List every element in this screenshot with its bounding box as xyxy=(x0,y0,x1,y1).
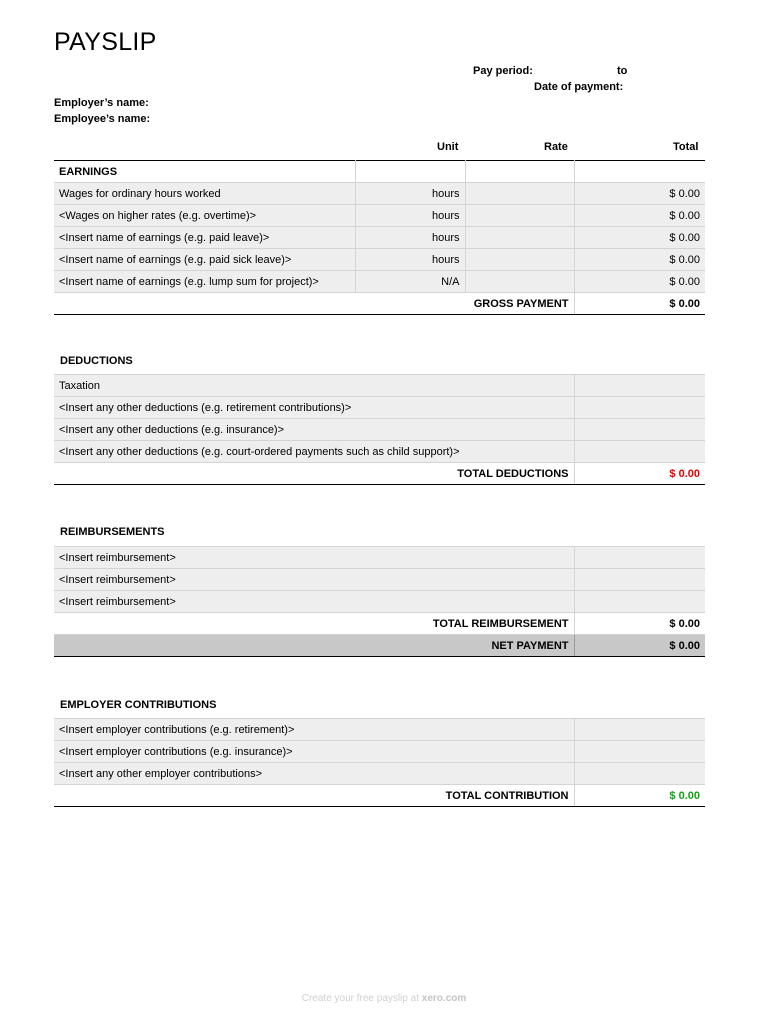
earning-label[interactable]: <Insert name of earnings (e.g. paid sick leave)> xyxy=(54,249,355,271)
employee-name-label: Employee’s name: xyxy=(54,113,151,125)
deductions-table xyxy=(54,374,705,485)
deduction-label[interactable]: <Insert any other deductions (e.g. insurance)> xyxy=(54,419,574,441)
earnings-row[interactable] xyxy=(54,205,705,227)
earning-unit[interactable]: hours xyxy=(355,249,465,271)
gross-payment-value: $ 0.00 xyxy=(574,293,705,315)
earning-unit[interactable]: hours xyxy=(355,205,465,227)
contribution-row[interactable] xyxy=(54,719,705,741)
deduction-row[interactable] xyxy=(54,397,705,419)
reimbursement-label[interactable]: <Insert reimbursement> xyxy=(54,569,574,591)
reimbursement-row[interactable] xyxy=(54,591,705,613)
earning-rate[interactable] xyxy=(465,183,574,205)
reimbursement-row[interactable] xyxy=(54,569,705,591)
reimbursement-value[interactable] xyxy=(574,569,705,591)
reimbursement-value[interactable] xyxy=(574,591,705,613)
contribution-label[interactable]: <Insert employer contributions (e.g. retirement)> xyxy=(54,719,574,741)
total-deductions-value: $ 0.00 xyxy=(574,463,705,485)
earning-unit[interactable]: N/A xyxy=(355,271,465,293)
earning-unit[interactable]: hours xyxy=(355,183,465,205)
earning-label[interactable]: <Wages on higher rates (e.g. overtime)> xyxy=(54,205,355,227)
earning-rate[interactable] xyxy=(465,271,574,293)
net-payment-value: $ 0.00 xyxy=(574,635,705,657)
earning-label[interactable]: <Insert name of earnings (e.g. paid leave)> xyxy=(54,227,355,249)
deductions-heading: DEDUCTIONS xyxy=(60,355,133,367)
deduction-label[interactable]: Taxation xyxy=(54,375,574,397)
page-title: PAYSLIP xyxy=(54,28,157,56)
earnings-total-cell xyxy=(574,161,705,183)
total-reimbursement-row xyxy=(54,613,705,635)
deduction-value[interactable] xyxy=(574,441,705,463)
deduction-row[interactable] xyxy=(54,419,705,441)
earning-unit[interactable]: hours xyxy=(355,227,465,249)
unit-column-header: Unit xyxy=(437,141,459,153)
footer-link[interactable]: xero.com xyxy=(421,993,467,1004)
deduction-label[interactable]: <Insert any other deductions (e.g. retirement contributions)> xyxy=(54,397,574,419)
earning-total: $ 0.00 xyxy=(574,271,705,293)
earning-rate[interactable] xyxy=(465,227,574,249)
earning-total: $ 0.00 xyxy=(574,249,705,271)
earning-total: $ 0.00 xyxy=(574,183,705,205)
earning-label[interactable]: Wages for ordinary hours worked xyxy=(54,183,355,205)
contribution-value[interactable] xyxy=(574,741,705,763)
deduction-value[interactable] xyxy=(574,397,705,419)
earning-rate[interactable] xyxy=(465,249,574,271)
earnings-unit-cell xyxy=(355,161,465,183)
earning-label[interactable]: <Insert name of earnings (e.g. lump sum for project)> xyxy=(54,271,355,293)
total-contribution-row xyxy=(54,785,705,807)
earnings-table xyxy=(54,160,705,315)
deduction-row[interactable] xyxy=(54,375,705,397)
contribution-value[interactable] xyxy=(574,719,705,741)
date-of-payment-label: Date of payment: xyxy=(534,81,624,93)
employer-name-label: Employer’s name: xyxy=(54,97,149,109)
earnings-heading: EARNINGS xyxy=(54,161,355,183)
contribution-row[interactable] xyxy=(54,763,705,785)
earnings-row[interactable] xyxy=(54,249,705,271)
total-contribution-label: TOTAL CONTRIBUTION xyxy=(54,785,574,807)
deduction-value[interactable] xyxy=(574,375,705,397)
earnings-row[interactable] xyxy=(54,183,705,205)
contributions-heading: EMPLOYER CONTRIBUTIONS xyxy=(60,699,217,711)
total-reimbursement-value: $ 0.00 xyxy=(574,613,705,635)
net-payment-row xyxy=(54,635,705,657)
contributions-table xyxy=(54,718,705,807)
total-contribution-value: $ 0.00 xyxy=(574,785,705,807)
reimbursement-value[interactable] xyxy=(574,547,705,569)
earnings-row[interactable] xyxy=(54,227,705,249)
footer-text: Create your free payslip at xyxy=(301,993,422,1004)
deduction-row[interactable] xyxy=(54,441,705,463)
earnings-header-row xyxy=(54,161,705,183)
pay-period-label: Pay period: xyxy=(473,65,533,77)
earnings-row[interactable] xyxy=(54,271,705,293)
total-column-header: Total xyxy=(673,141,699,153)
earning-total: $ 0.00 xyxy=(574,205,705,227)
total-deductions-label: TOTAL DEDUCTIONS xyxy=(54,463,574,485)
contribution-label[interactable]: <Insert employer contributions (e.g. insurance)> xyxy=(54,741,574,763)
total-deductions-row xyxy=(54,463,705,485)
reimbursements-table xyxy=(54,546,705,657)
pay-period-to-label: to xyxy=(617,65,628,77)
contribution-label[interactable]: <Insert any other employer contributions> xyxy=(54,763,574,785)
contribution-value[interactable] xyxy=(574,763,705,785)
gross-payment-label: GROSS PAYMENT xyxy=(54,293,574,315)
total-reimbursement-label: TOTAL REIMBURSEMENT xyxy=(54,613,574,635)
earnings-rate-cell xyxy=(465,161,574,183)
deduction-value[interactable] xyxy=(574,419,705,441)
gross-payment-row xyxy=(54,293,705,315)
deduction-label[interactable]: <Insert any other deductions (e.g. court-ordered payments such as child support)> xyxy=(54,441,574,463)
net-payment-label: NET PAYMENT xyxy=(54,635,574,657)
earning-rate[interactable] xyxy=(465,205,574,227)
reimbursement-row[interactable] xyxy=(54,547,705,569)
contribution-row[interactable] xyxy=(54,741,705,763)
reimbursement-label[interactable]: <Insert reimbursement> xyxy=(54,547,574,569)
earning-total: $ 0.00 xyxy=(574,227,705,249)
reimbursements-heading: REIMBURSEMENTS xyxy=(60,526,165,538)
reimbursement-label[interactable]: <Insert reimbursement> xyxy=(54,591,574,613)
rate-column-header: Rate xyxy=(544,141,568,153)
footer xyxy=(0,993,768,1004)
